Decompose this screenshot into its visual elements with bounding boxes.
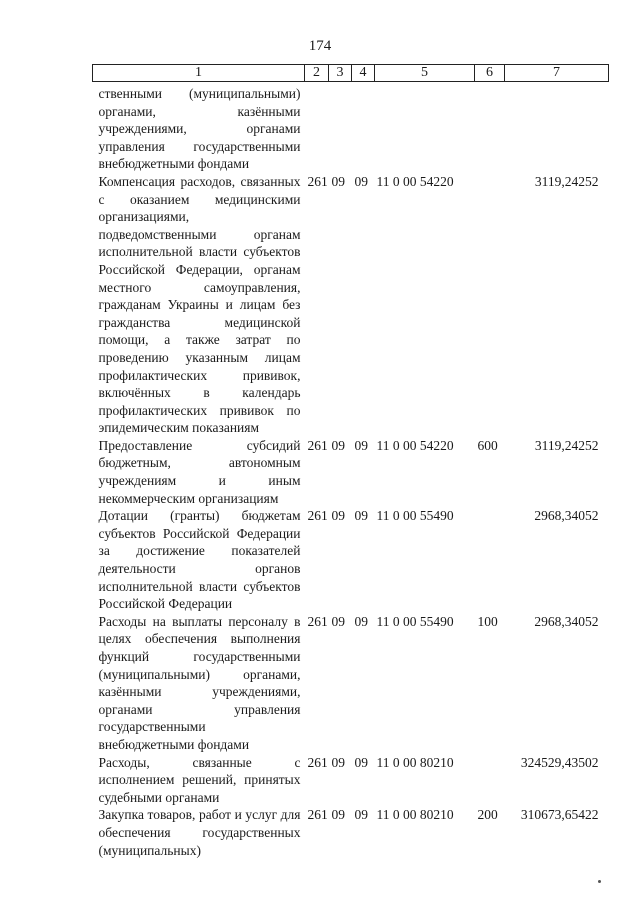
row-target-article — [375, 82, 475, 173]
row-section-code: 09 — [331, 754, 345, 770]
table-header-row — [93, 65, 609, 82]
row-description: Предоставление субсидий бюджетным, автономным учреждениям и иным некоммерческим организациям — [98, 437, 301, 506]
column-header-2: 2 — [305, 65, 329, 82]
column-header-4: 4 — [352, 65, 375, 82]
row-amount: 2968,34052 — [534, 613, 599, 629]
table-row — [93, 613, 609, 754]
row-amount: 324529,43502 — [520, 754, 599, 770]
row-ministry-code: 261 — [307, 437, 328, 453]
column-header-1: 1 — [93, 65, 305, 82]
row-subsection-code: 09 — [354, 754, 368, 770]
row-description: Расходы на выплаты персоналу в целях обеспечения выполнения функций государственными (муниципальными) органами, казёнными учреждениями, органами управления государственными внебюджетными фондами — [98, 613, 301, 752]
column-header-5: 5 — [375, 65, 475, 82]
row-section-code: 09 — [331, 508, 345, 524]
row-description: Расходы, связанные с исполнением решений, принятых судебными органами — [98, 754, 301, 805]
row-target-article: 11 0 00 54220 — [376, 173, 454, 189]
table-row — [93, 507, 609, 613]
row-subsection-code: 09 — [354, 807, 368, 823]
row-section-code — [329, 82, 352, 173]
row-expense-type: 200 — [477, 807, 498, 823]
row-subsection-code — [352, 82, 375, 173]
row-expense-type — [475, 507, 505, 613]
row-ministry-code: 261 — [307, 173, 328, 189]
column-header-6: 6 — [475, 65, 505, 82]
row-ministry-code: 261 — [307, 754, 328, 770]
row-amount: 3119,24252 — [534, 437, 599, 453]
row-subsection-code: 09 — [354, 508, 368, 524]
row-amount: 310673,65422 — [520, 807, 599, 823]
row-expense-type — [475, 173, 505, 437]
table-row — [93, 806, 609, 859]
row-subsection-code: 09 — [354, 613, 368, 629]
row-target-article: 11 0 00 80210 — [376, 754, 454, 770]
row-ministry-code: 261 — [307, 508, 328, 524]
row-section-code: 09 — [331, 173, 345, 189]
row-expense-type: 100 — [477, 613, 498, 629]
row-ministry-code: 261 — [307, 807, 328, 823]
row-subsection-code: 09 — [354, 173, 368, 189]
budget-table — [92, 64, 609, 859]
row-description: ственными (муниципальными) органами, казёнными учреждениями, органами управления государственными внебюджетными фондами — [98, 86, 301, 172]
row-expense-type — [475, 754, 505, 807]
table-row — [93, 173, 609, 437]
page-number: 174 — [308, 38, 332, 54]
column-header-7: 7 — [505, 65, 609, 82]
row-amount: 2968,34052 — [534, 508, 599, 524]
table-row — [93, 437, 609, 507]
row-section-code: 09 — [331, 613, 345, 629]
row-expense-type — [475, 82, 505, 173]
row-section-code: 09 — [331, 807, 345, 823]
row-target-article: 11 0 00 80210 — [376, 807, 454, 823]
row-amount — [505, 82, 609, 173]
row-target-article: 11 0 00 55490 — [376, 613, 454, 629]
row-subsection-code: 09 — [354, 437, 368, 453]
column-header-3: 3 — [329, 65, 352, 82]
row-ministry-code: 261 — [307, 613, 328, 629]
row-description: Закупка товаров, работ и услуг для обеспечения государственных (муниципальных) — [98, 807, 301, 858]
row-section-code: 09 — [331, 437, 345, 453]
row-target-article: 11 0 00 55490 — [376, 508, 454, 524]
row-ministry-code — [305, 82, 329, 173]
row-description: Дотации (гранты) бюджетам субъектов Российской Федерации за достижение показателей деятельности органов исполнительной власти субъектов Российской Федерации — [98, 508, 301, 612]
row-expense-type: 600 — [477, 437, 498, 453]
row-amount: 3119,24252 — [534, 173, 599, 189]
table-row — [93, 82, 609, 173]
scan-speck — [598, 880, 601, 883]
row-target-article: 11 0 00 54220 — [376, 437, 454, 453]
table-row — [93, 754, 609, 807]
row-description: Компенсация расходов, связанных с оказанием медицинскими организациями, подведомственными органам исполнительной власти субъектов Российской Федерации, органам местного самоуправления, гражданам Украины и лицам без гражданства медицинской помощи, а также затрат по проведению указанным лицам профилактических прививок, включённых в календарь профилактических прививок по эпидемическим показаниям — [98, 173, 301, 436]
